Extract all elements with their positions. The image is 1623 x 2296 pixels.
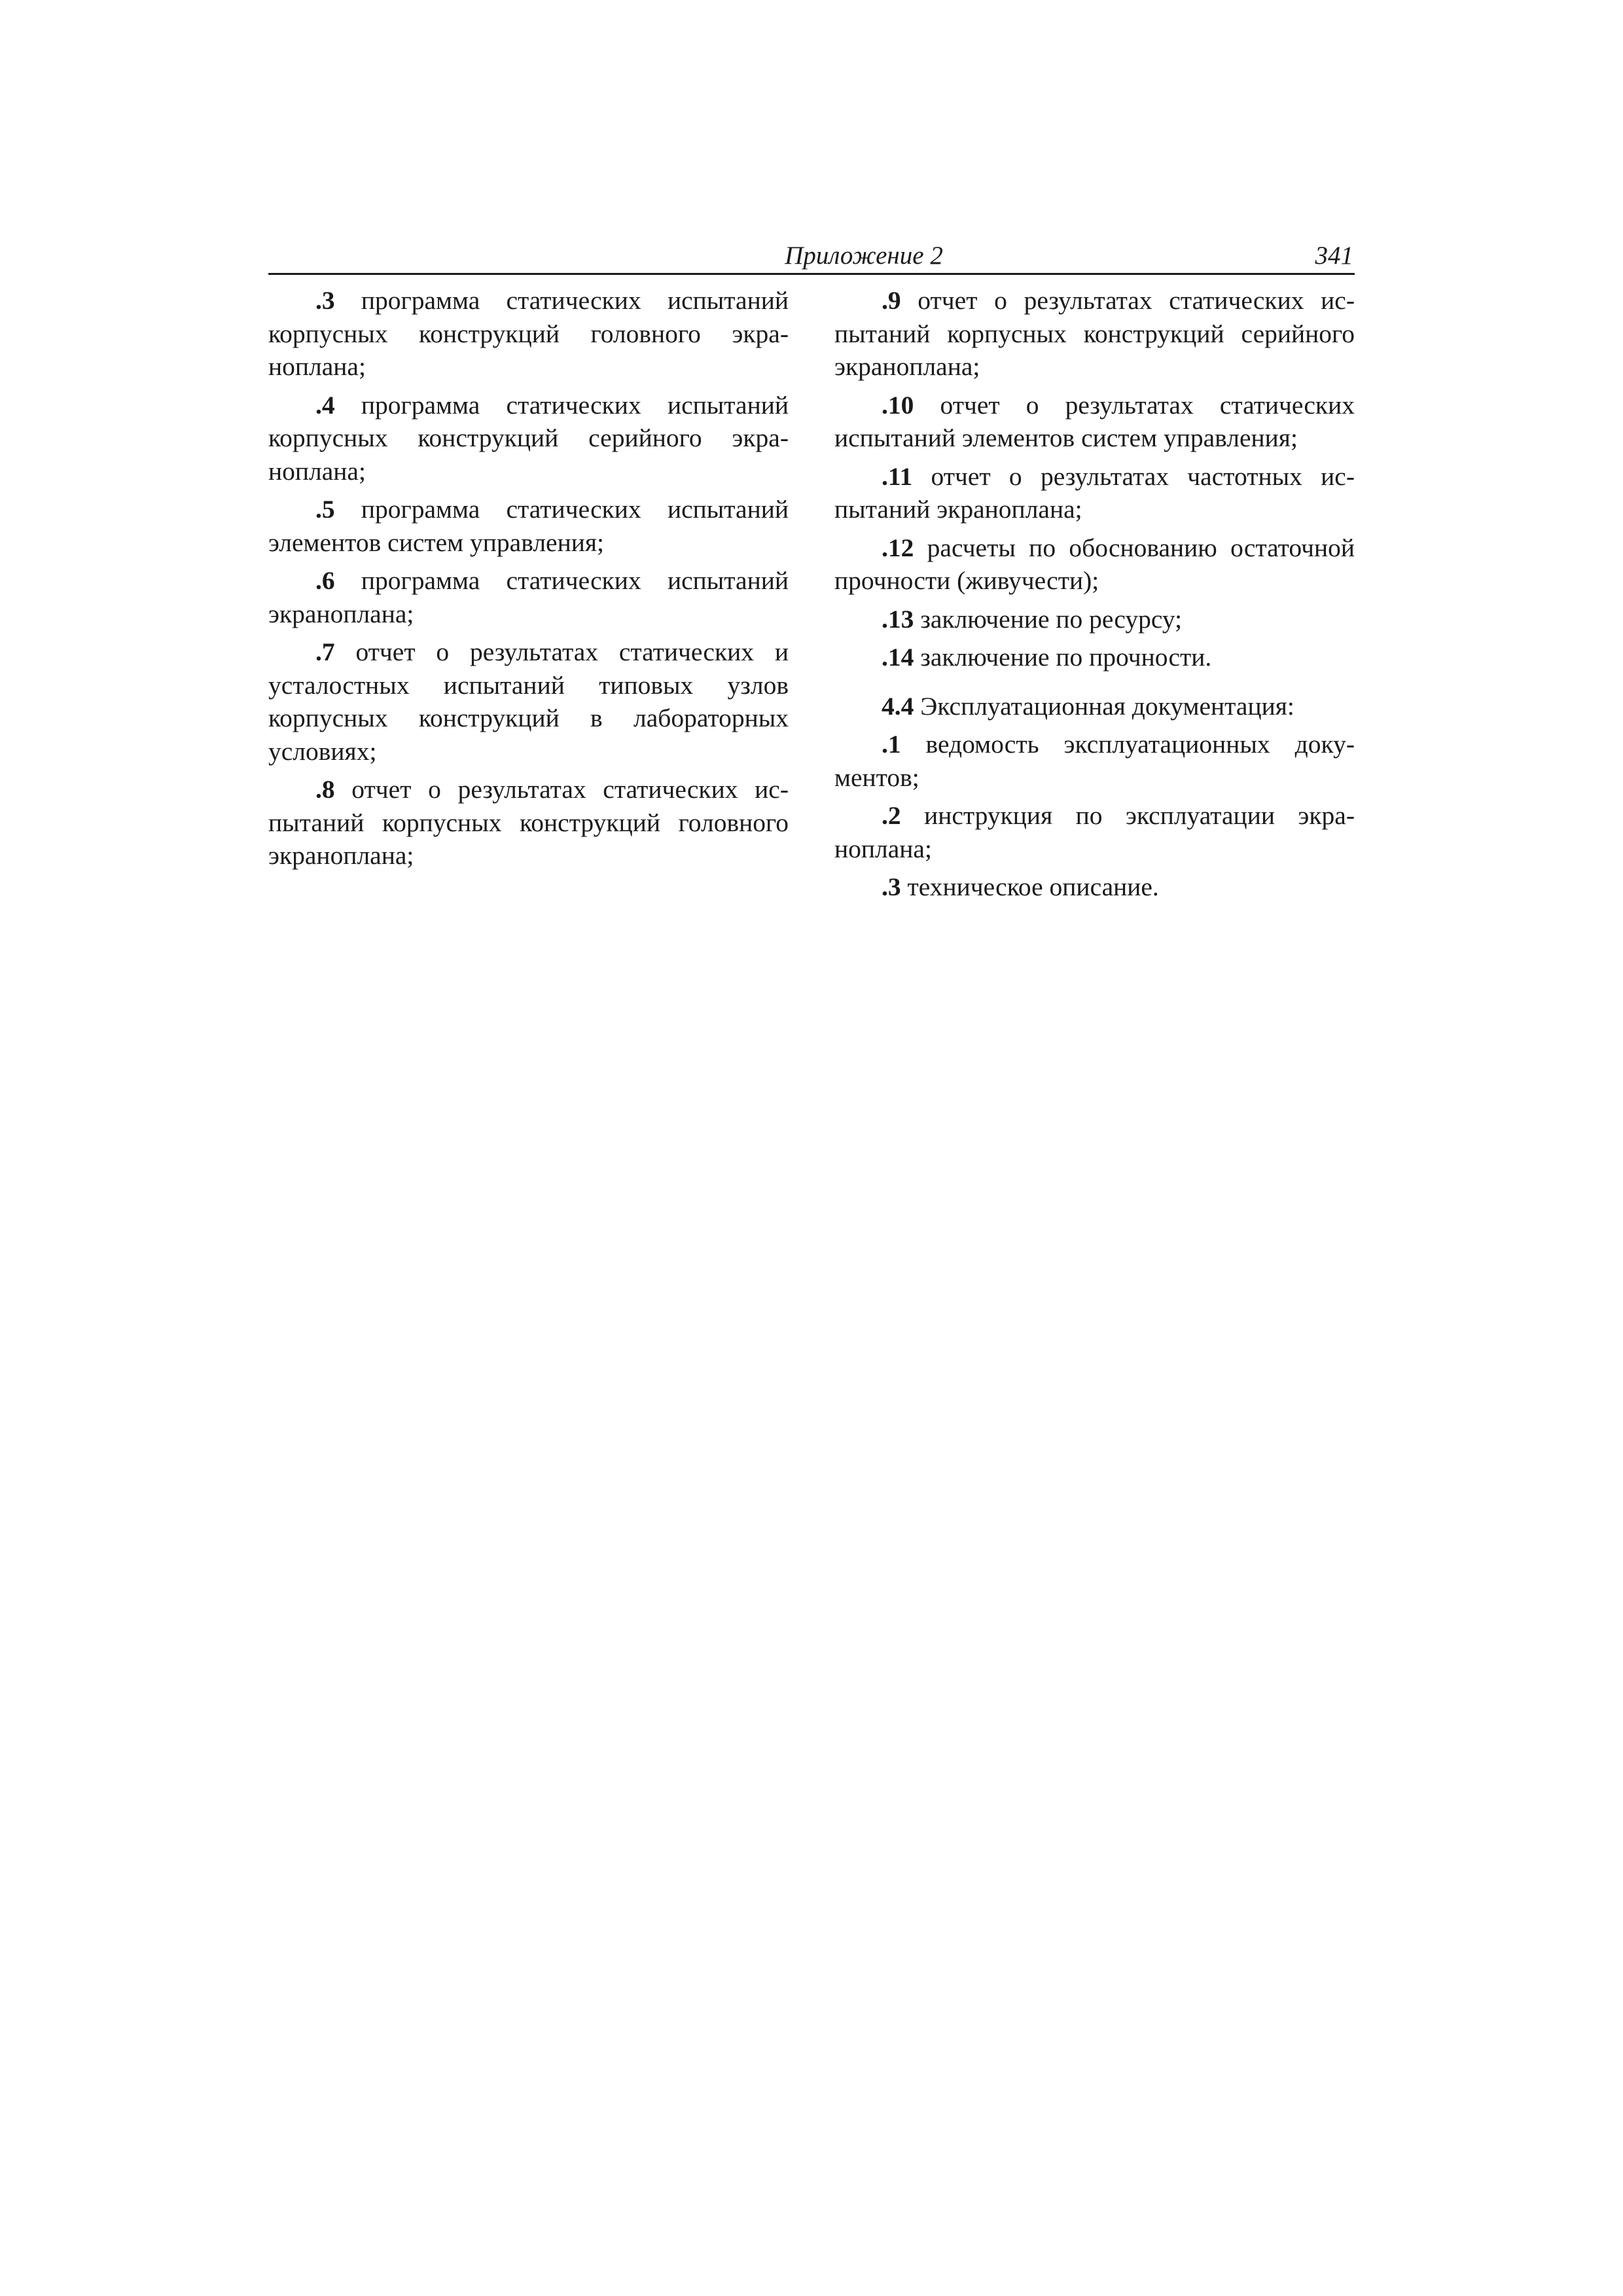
- text-columns: [268, 284, 1355, 909]
- section-number: 4.4: [882, 691, 914, 721]
- list-item: [834, 389, 1355, 455]
- list-item: [268, 284, 789, 384]
- running-header: [268, 239, 1355, 275]
- list-item: [834, 603, 1355, 636]
- item-text: отчет о результатах статических испытаний корпусных конструкций серийного экраноплана;: [834, 286, 1355, 381]
- list-item: [268, 493, 789, 559]
- list-item: [268, 389, 789, 488]
- item-text: программа статических испытаний элементов систем управления;: [268, 495, 789, 557]
- list-item: [834, 460, 1355, 526]
- item-number: .2: [882, 801, 901, 830]
- item-number: .13: [882, 604, 914, 634]
- item-number: .12: [882, 533, 914, 562]
- page-number: 341: [1315, 242, 1353, 270]
- item-text: расчеты по обоснованию остаточной прочности (живучести);: [834, 533, 1355, 595]
- list-item: [268, 773, 789, 872]
- item-number: .7: [315, 637, 335, 666]
- item-number: .11: [882, 461, 913, 491]
- item-text: ведомость эксплуатационных документов;: [834, 730, 1355, 792]
- item-text: программа статических испытаний корпусных конструкций серийного экраноплана;: [268, 390, 789, 486]
- left-column: [268, 284, 789, 909]
- list-item: [834, 870, 1355, 904]
- item-number: .10: [882, 390, 914, 420]
- item-number: .8: [315, 775, 335, 804]
- item-text: заключение по прочности.: [914, 643, 1212, 672]
- item-number: .5: [315, 495, 335, 524]
- item-number: .1: [882, 730, 901, 759]
- item-number: .4: [315, 390, 335, 420]
- list-item: [834, 728, 1355, 794]
- list-item: [834, 799, 1355, 865]
- item-text: программа статических испытаний корпусных конструкций головного экраноплана;: [268, 286, 789, 381]
- list-item: [268, 564, 789, 630]
- item-text: отчет о результатах статических и усталостных испытаний типовых узлов корпусных конструкций в лабораторных условиях;: [268, 637, 789, 766]
- item-text: программа статических испытаний экраноплана;: [268, 566, 789, 628]
- item-text: заключение по ресурсу;: [914, 604, 1183, 634]
- section-title: Эксплуатационная документация:: [914, 691, 1294, 721]
- section-heading: [834, 690, 1355, 723]
- list-item: [268, 636, 789, 768]
- item-text: отчет о результатах частотных испытаний экраноплана;: [834, 461, 1355, 524]
- item-number: .3: [882, 872, 901, 901]
- list-item: [834, 284, 1355, 384]
- list-item: [834, 531, 1355, 598]
- document-page: [268, 239, 1355, 909]
- item-number: .3: [315, 286, 335, 315]
- item-number: .6: [315, 566, 335, 595]
- list-item: [834, 641, 1355, 674]
- right-column: [834, 284, 1355, 909]
- item-text: инструкция по эксплуатации экраноплана;: [834, 801, 1355, 863]
- item-number: .9: [882, 286, 901, 315]
- item-text: техническое описание.: [901, 872, 1159, 901]
- item-text: отчет о результатах статических испытаний корпусных конструкций головного экраноплана;: [268, 775, 789, 870]
- item-text: отчет о результатах статических испытаний элементов систем управления;: [834, 390, 1355, 452]
- running-title: Приложение 2: [785, 242, 943, 270]
- item-number: .14: [882, 643, 914, 672]
